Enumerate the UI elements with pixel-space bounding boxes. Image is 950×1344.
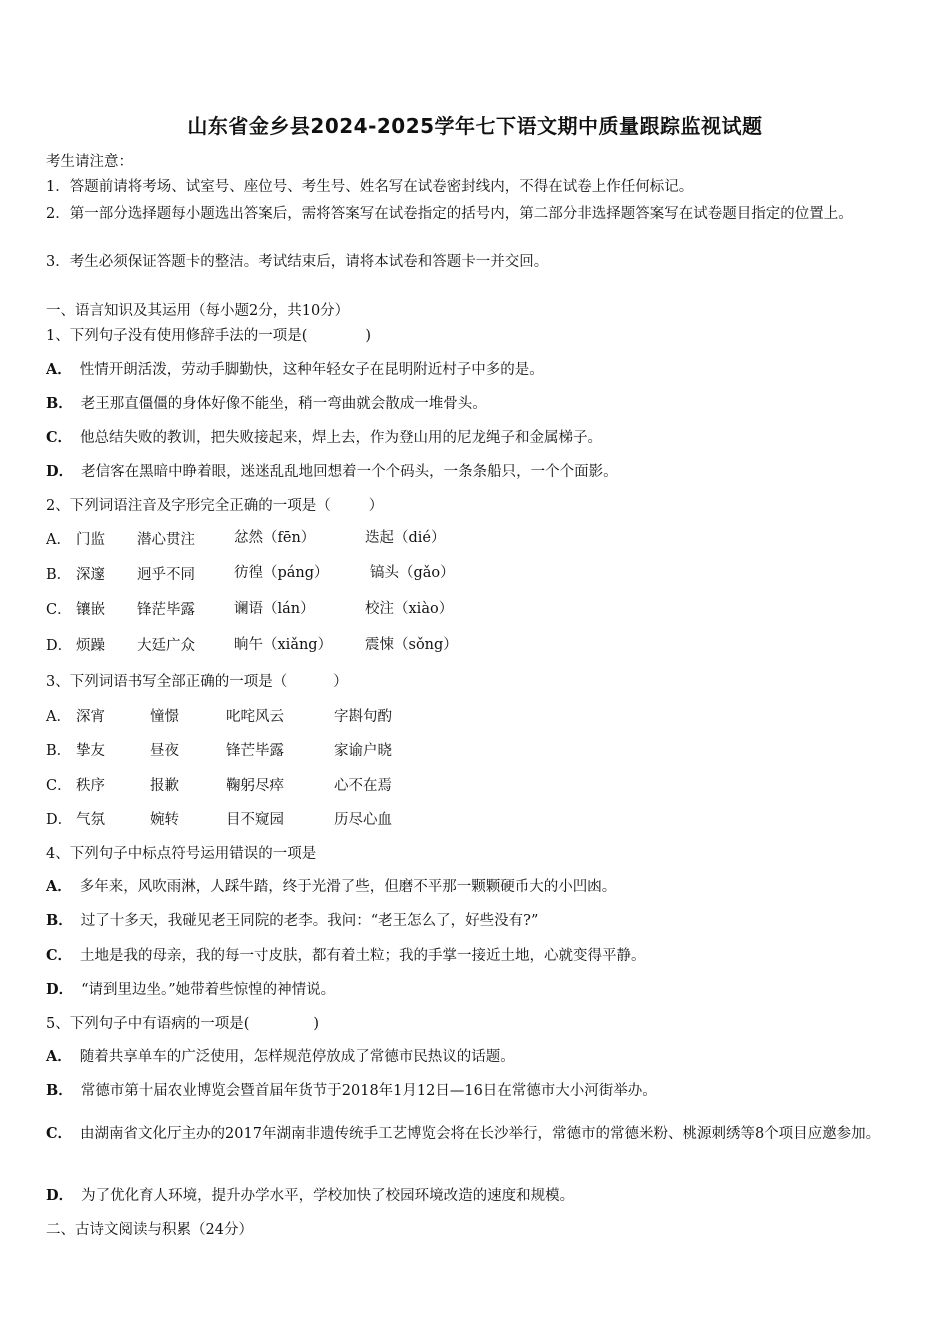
option-label: B． [46,743,72,759]
question-close: ） [368,498,384,514]
option-cell: 锋茫毕露 [137,602,195,618]
option-row [46,946,646,966]
option-label: C． [46,602,72,618]
option-row [46,980,335,1000]
option-text: 老王那直僵僵的身体好像不能坐，稍一弯曲就会散成一堆骨头。 [80,396,487,412]
option-label: A． [46,1048,72,1065]
option-cell: 震悚（sǒng） [365,637,458,653]
notice-item: 3．考生必须保证答题卡的整洁。考试结束后，请将本试卷和答题卡一并交回。 [46,254,549,270]
option-cell: 气氛 [76,812,105,828]
question-close: ） [333,674,348,690]
option-cell: 挚友 [76,743,105,759]
option-cell: 字斟句酌 [334,709,392,725]
option-cell: 忿然（fēn） [234,530,316,546]
option-cell: 迥乎不同 [137,567,195,583]
question-stem [46,496,383,516]
option-label: D． [46,638,73,654]
option-cell: 校注（xiào） [365,601,454,617]
option-row [46,911,538,931]
option-text: “请到里边坐。”她带着些惊惶的神情说。 [81,982,336,998]
option-text: 多年来，风吹雨淋，人踩牛踏，终于光滑了些，但磨不平那一颗颗硬币大的小凹凼。 [79,879,617,895]
option-row [46,360,544,380]
option-cell: 叱咤风云 [226,709,284,725]
option-row [46,428,602,448]
option-cell: 潜心贯注 [137,532,195,548]
option-label: B． [46,912,73,929]
option-text: 他总结失败的教训，把失败接起来，焊上去，作为登山用的尼龙绳子和金属梯子。 [80,430,603,446]
option-row [46,1186,574,1206]
option-label: A． [46,878,72,895]
option-text: 由湖南省文化厅主办的2017年湖南非遗传统手工艺博览会将在长沙举行，常德市的常德米粉、桃源刺绣等8个项目应邀参加。 [80,1126,881,1142]
option-row [46,1115,906,1153]
option-text: 随着共享单车的广泛使用，怎样规范停放成了常德市民热议的话题。 [79,1049,515,1065]
option-cell: 镶嵌 [76,602,105,618]
question-stem [46,1014,319,1034]
option-cell: 婉转 [150,812,179,828]
option-cell: 深邃 [76,567,105,583]
option-cell: 大廷广众 [137,638,195,654]
question-text: 2、下列词语注音及字形完全正确的一项是（ [46,498,331,514]
option-cell: 历尽心血 [334,812,392,828]
section-heading: 二、古诗文阅读与积累（24分） [46,1222,253,1238]
option-cell: 昼夜 [150,743,179,759]
question-stem [46,672,348,692]
option-label: D． [46,812,73,828]
option-row [46,1081,657,1101]
option-text: 常德市第十届农业博览会暨首届年货节于2018年1月12日—16日在常德市大小河街举办。 [80,1083,657,1099]
exam-title: 山东省金乡县2024-2025学年七下语文期中质量跟踪监视试题 [187,114,763,138]
question-stem [46,326,371,346]
option-cell: 谰语（lán） [234,601,315,617]
option-label: A． [46,709,71,725]
option-cell: 目不窥园 [226,812,284,828]
option-label: C． [46,429,73,446]
question-text: 1、下列句子没有使用修辞手法的一项是( [46,328,308,344]
notice-item: 2．第一部分选择题每小题选出答案后，需将答案写在试卷指定的括号内，第二部分非选择题答案写在试卷题目指定的位置上。 [46,206,853,222]
notice-item: 1．答题前请将考场、试室号、座位号、考生号、姓名写在试卷密封线内，不得在试卷上作任何标记。 [46,179,694,195]
question-text: 5、下列句子中有语病的一项是( [46,1016,250,1032]
option-row [46,1047,515,1067]
option-cell: 门监 [76,532,105,548]
option-label: D． [46,1187,74,1204]
option-label: B． [46,567,72,583]
option-cell: 深宵 [76,709,105,725]
section-heading: 一、语言知识及其运用（每小题2分，共10分） [46,303,350,319]
option-cell: 迭起（dié） [365,530,446,546]
option-cell: 憧憬 [150,709,179,725]
option-cell: 报歉 [150,778,179,794]
option-label: A． [46,361,72,378]
option-label: D． [46,463,74,480]
option-label: A． [46,532,71,548]
option-cell: 锋芒毕露 [226,743,284,759]
option-row [46,394,487,414]
option-text: 过了十多天，我碰见老王同院的老李。我问：“老王怎么了，好些没有?” [80,913,539,929]
option-cell: 秩序 [76,778,105,794]
option-row [46,877,616,897]
option-label: C． [46,947,73,964]
option-text: 老信客在黑暗中睁着眼，迷迷乱乱地回想着一个个码头，一条条船只，一个个面影。 [81,464,618,480]
option-text: 性情开朗活泼，劳动手脚勤快，这种年轻女子在昆明附近村子中多的是。 [79,362,544,378]
question-close: ) [365,328,372,344]
option-label: C． [46,778,72,794]
option-text: 为了优化育人环境，提升办学水平，学校加快了校园环境改造的速度和规模。 [81,1188,575,1204]
option-text: 土地是我的母亲，我的每一寸皮肤，都有着土粒；我的手掌一接近土地，心就变得平静。 [80,948,646,964]
question-close: ) [313,1016,320,1032]
option-label: C． [46,1125,73,1142]
option-row [46,462,618,482]
option-cell: 镐头（gǎo） [370,565,455,581]
option-cell: 心不在焉 [334,778,392,794]
option-cell: 家谕户晓 [334,743,392,759]
option-label: D． [46,981,74,998]
option-cell: 鞠躬尽瘁 [226,778,284,794]
notice-heading: 考生请注意： [46,154,133,170]
option-cell: 烦躁 [76,638,105,654]
question-stem: 4、下列句子中标点符号运用错误的一项是 [46,846,317,862]
option-label: B． [46,1082,73,1099]
option-cell: 晌午（xiǎng） [234,637,333,653]
option-cell: 彷徨（páng） [234,565,329,581]
option-label: B． [46,395,73,412]
question-text: 3、下列词语书写全部正确的一项是（ [46,674,288,690]
